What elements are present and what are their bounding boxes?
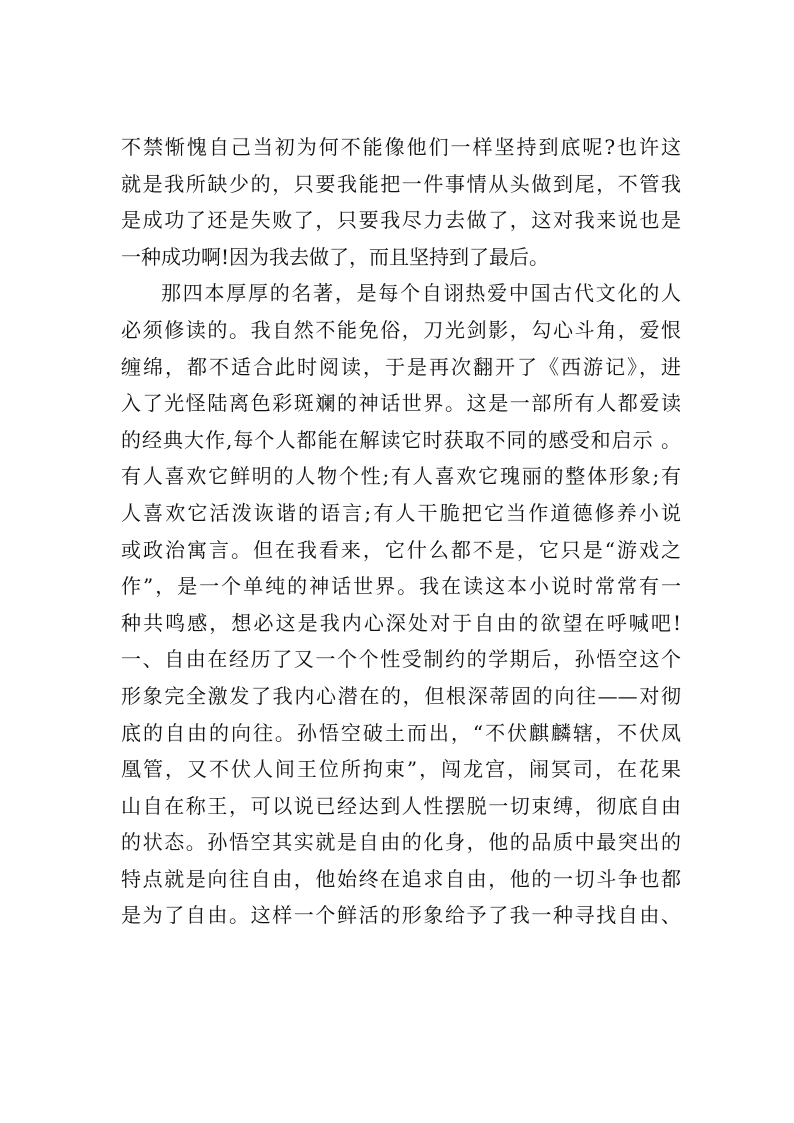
text-line-13: 作”，是一个单纯的神话世界。我在读这本小说时常常有一 bbox=[121, 574, 681, 599]
text-line-22: 是为了自由。这样一个鲜活的形象给予了我一种寻找自由、 bbox=[121, 903, 681, 928]
text-line-1: 不禁惭愧自己当初为何不能像他们一样坚持到底呢?也许这 bbox=[121, 135, 681, 159]
text-line-7: 缠绵，都不适合此时阅读，于是再次翻开了《西游记》，进 bbox=[121, 354, 681, 379]
text-line-6: 必须修读的。我自然不能免俗，刀光剑影，勾心斗角，爱恨 bbox=[121, 317, 681, 342]
text-line-19: 山自在称王，可以说已经达到人性摆脱一切束缚，彻底自由 bbox=[121, 793, 681, 818]
text-line-14: 种共鸣感，想必这是我内心深处对于自由的欲望在呼喊吧! bbox=[121, 610, 681, 635]
text-line-5: 那四本厚厚的名著，是每个自诩热爱中国古代文化的人 bbox=[161, 281, 681, 306]
text-line-21: 特点就是向往自由，他始终在追求自由，他的一切斗争也都 bbox=[121, 866, 681, 891]
text-line-10: 有人喜欢它鲜明的人物个性;有人喜欢它瑰丽的整体形象;有 bbox=[121, 464, 681, 489]
text-line-12: 或政治寓言。但在我看来，它什么都不是，它只是“游戏之 bbox=[121, 537, 681, 562]
text-line-20: 的状态。孙悟空其实就是自由的化身，他的品质中最突出的 bbox=[121, 830, 681, 855]
text-line-4: 一种成功啊!因为我去做了，而且坚持到了最后。 bbox=[121, 244, 550, 269]
text-line-9: 的经典大作,每个人都能在解读它时获取不同的感受和启示 。 bbox=[121, 427, 681, 452]
text-line-16: 形象完全激发了我内心潜在的，但根深蒂固的向往——对彻 bbox=[121, 683, 681, 708]
text-line-3: 是成功了还是失败了，只要我尽力去做了，这对我来说也是 bbox=[121, 208, 681, 233]
text-line-17: 底的自由的向往。孙悟空破土而出，“不伏麒麟辖，不伏凤 bbox=[121, 720, 681, 745]
text-line-18: 凰管，又不伏人间王位所拘束”，闯龙宫，闹冥司，在花果 bbox=[121, 757, 681, 782]
text-line-11: 人喜欢它活泼诙谐的语言;有人干脆把它当作道德修养小说 bbox=[121, 500, 681, 525]
text-line-8: 入了光怪陆离色彩斑斓的神话世界。这是一部所有人都爱读 bbox=[121, 391, 681, 416]
text-line-15: 一、自由在经历了又一个个性受制约的学期后，孙悟空这个 bbox=[121, 647, 681, 672]
text-line-2: 就是我所缺少的，只要我能把一件事情从头做到尾，不管我 bbox=[121, 171, 681, 196]
essay-body bbox=[121, 129, 681, 934]
